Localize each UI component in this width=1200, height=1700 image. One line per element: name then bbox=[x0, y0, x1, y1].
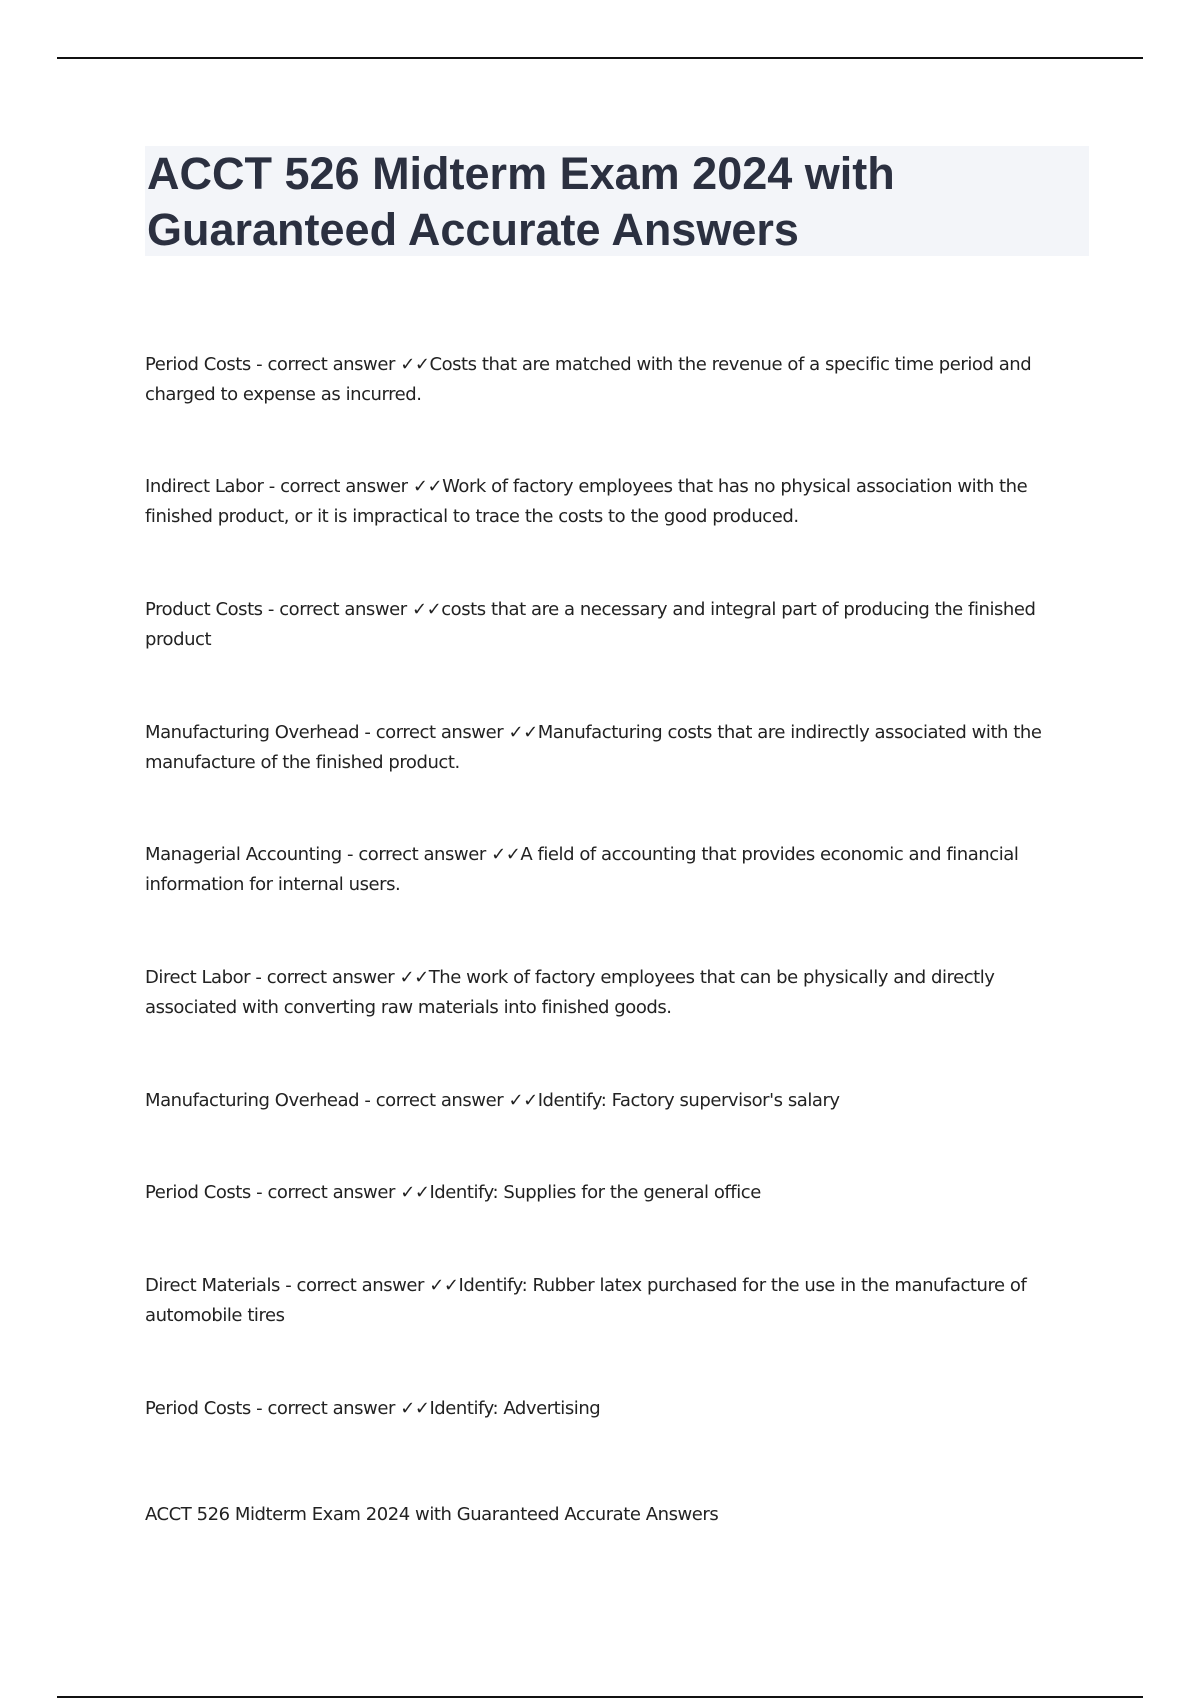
check-icon: ✓✓ bbox=[399, 967, 429, 988]
check-icon: ✓✓ bbox=[400, 354, 430, 375]
check-icon: ✓✓ bbox=[429, 1275, 459, 1296]
entry-term: Period Costs bbox=[145, 1182, 251, 1203]
check-icon: ✓✓ bbox=[508, 1090, 538, 1111]
answer-marker: correct answer bbox=[267, 354, 395, 375]
entry-term: Direct Labor bbox=[145, 967, 251, 988]
answer-marker: correct answer bbox=[375, 722, 504, 743]
entry-term: Period Costs bbox=[145, 1398, 251, 1419]
answer-marker: correct answer bbox=[358, 844, 486, 865]
answer-marker: correct answer bbox=[279, 599, 407, 620]
qa-entry-direct-labor: Direct Labor - correct answer ✓✓The work of factory employees that can be physically and directly associated with converting raw materials into finished goods. bbox=[145, 967, 995, 1018]
qa-entry-period-costs-1: Period Costs - correct answer ✓✓Costs that are matched with the revenue of a specific time period and charged to expense as incurred. bbox=[145, 354, 1032, 405]
qa-entry-product-costs: Product Costs - correct answer ✓✓costs that are a necessary and integral part of producing the finished product bbox=[145, 599, 1036, 650]
entry-term: Manufacturing Overhead bbox=[145, 722, 360, 743]
entry-answer: Costs that are matched with the revenue of a specific time period and charged to expense as incurred. bbox=[145, 354, 1032, 405]
answer-marker: correct answer bbox=[267, 1182, 395, 1203]
entry-term: Indirect Labor bbox=[145, 476, 264, 497]
entry-answer: Work of factory employees that has no physical association with the finished product, or it is impractical to trace the costs to the good produced. bbox=[145, 476, 1028, 527]
qa-entry-indirect-labor: Indirect Labor - correct answer ✓✓Work of factory employees that has no physical association with the finished product, or it is impractical to trace the costs to the good produced. bbox=[145, 476, 1028, 527]
entry-answer: The work of factory employees that can be physically and directly associated with converting raw materials into finished goods. bbox=[145, 967, 995, 1018]
title-banner bbox=[145, 146, 1089, 256]
top-divider bbox=[57, 57, 1143, 59]
entry-term: Product Costs bbox=[145, 599, 263, 620]
qa-entry-direct-materials: Direct Materials - correct answer ✓✓Identify: Rubber latex purchased for the use in the manufacture of automobile tires bbox=[145, 1275, 1027, 1326]
answer-marker: correct answer bbox=[375, 1090, 504, 1111]
answer-marker: correct answer bbox=[280, 476, 408, 497]
entry-answer: A field of accounting that provides economic and financial information for internal users. bbox=[145, 844, 1019, 895]
answer-marker: correct answer bbox=[267, 1398, 395, 1419]
qa-entry-period-costs-3: Period Costs - correct answer ✓✓Identify: Advertising bbox=[145, 1398, 601, 1419]
footer-title: ACCT 526 Midterm Exam 2024 with Guaranteed Accurate Answers bbox=[145, 1504, 719, 1525]
bottom-divider bbox=[57, 1696, 1143, 1698]
qa-entry-managerial-accounting: Managerial Accounting - correct answer ✓✓A field of accounting that provides economic and financial information for internal users. bbox=[145, 844, 1019, 895]
entry-answer: Manufacturing costs that are indirectly associated with the manufacture of the finished product. bbox=[145, 722, 1042, 773]
check-icon: ✓✓ bbox=[400, 1398, 430, 1419]
answer-marker: correct answer bbox=[296, 1275, 424, 1296]
check-icon: ✓✓ bbox=[491, 844, 521, 865]
page-title: ACCT 526 Midterm Exam 2024 with Guaranteed Accurate Answers bbox=[147, 148, 895, 255]
entry-term: Direct Materials bbox=[145, 1275, 280, 1296]
entry-answer: Identify: Supplies for the general office bbox=[429, 1182, 761, 1203]
check-icon: ✓✓ bbox=[412, 476, 443, 497]
answer-marker: correct answer bbox=[266, 967, 395, 988]
entry-answer: costs that are a necessary and integral part of producing the finished product bbox=[145, 599, 1036, 650]
entry-answer: Identify: Rubber latex purchased for the use in the manufacture of automobile tires bbox=[145, 1275, 1027, 1326]
check-icon: ✓✓ bbox=[508, 722, 538, 743]
qa-entry-manufacturing-overhead-1: Manufacturing Overhead - correct answer ✓✓Manufacturing costs that are indirectly associated with the manufacture of the finished product. bbox=[145, 722, 1042, 773]
entry-answer: Identify: Factory supervisor's salary bbox=[537, 1090, 840, 1111]
entry-term: Managerial Accounting bbox=[145, 844, 342, 865]
entry-answer: Identify: Advertising bbox=[429, 1398, 601, 1419]
entry-term: Manufacturing Overhead bbox=[145, 1090, 360, 1111]
qa-entry-period-costs-2: Period Costs - correct answer ✓✓Identify: Supplies for the general office bbox=[145, 1182, 761, 1203]
qa-entry-manufacturing-overhead-2: Manufacturing Overhead - correct answer ✓✓Identify: Factory supervisor's salary bbox=[145, 1090, 840, 1111]
check-icon: ✓✓ bbox=[400, 1182, 430, 1203]
entry-term: Period Costs bbox=[145, 354, 251, 375]
check-icon: ✓✓ bbox=[411, 599, 442, 620]
